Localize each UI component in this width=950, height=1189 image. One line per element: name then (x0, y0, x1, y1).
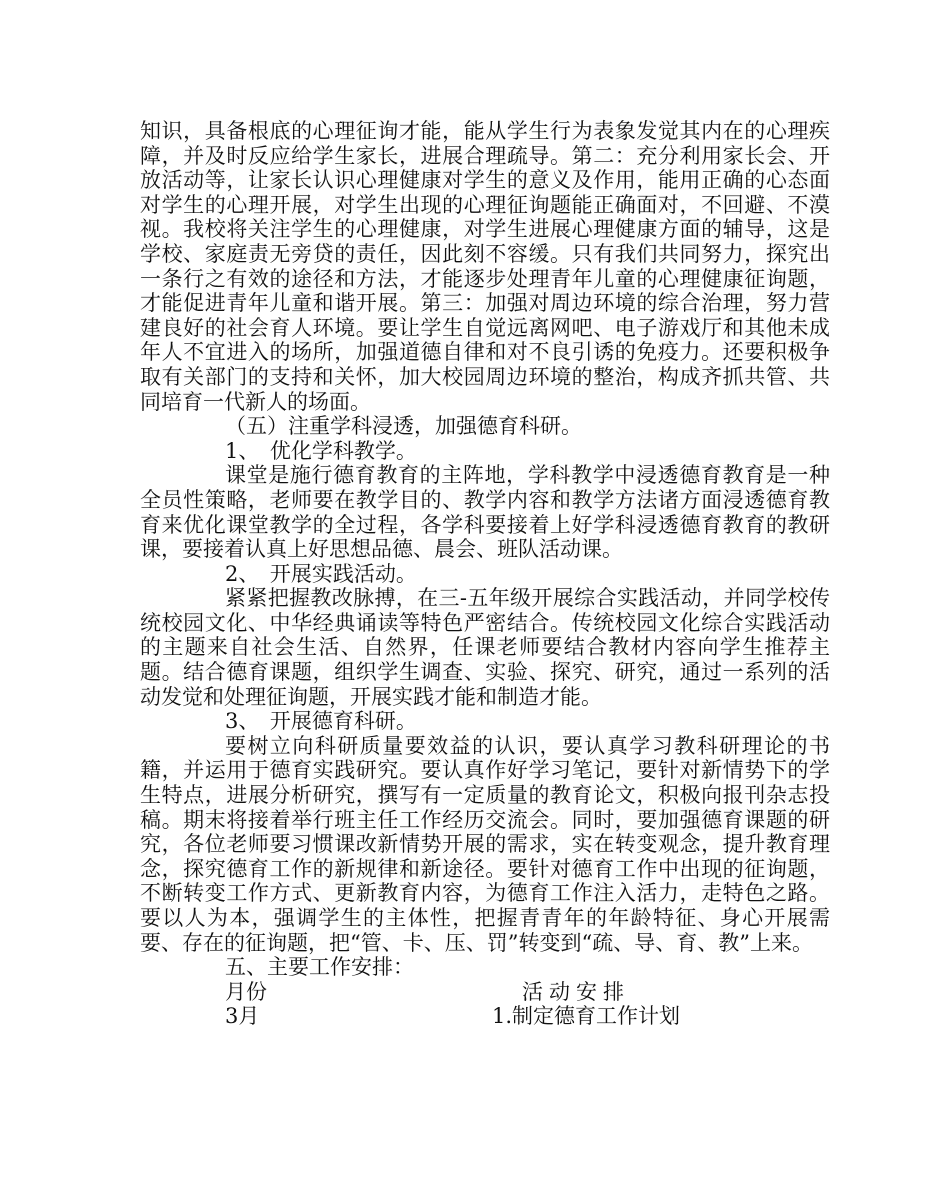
section-heading-schedule: 五、主要工作安排： (225, 955, 414, 980)
schedule-row-month: 3月 (225, 1004, 260, 1029)
schedule-row-activity: 1.制定德育工作计划 (492, 1004, 681, 1029)
schedule-header-row (140, 980, 830, 1005)
schedule-row (140, 1004, 830, 1029)
schedule-header-activity: 活动安排 (522, 979, 630, 1004)
document-body (140, 119, 830, 1029)
paragraph-mental-health: 知识，具备根底的心理征询才能，能从学生行为表象发觉其内在的心理疾障，并及时反应给学生家长，进展合理疏导。第二：充分利用家长会、开放活动等，让家长认识心理健康对学生的意义及作用，能用正确的心态面对学生的心理开展，对学生出现的心理征询题能正确面对，不回避、不漠视。我校将关注学生的心理健康，对学生进展心理健康方面的辅导，这是学校、家庭责无旁贷的责任，因此刻不容缓。只有我们共同努力，探究出一条行之有效的途径和方法，才能逐步处理青年儿童的心理健康征询题，才能促进青年儿童和谐开展。第三：加强对周边环境的综合治理，努力营建良好的社会育人环境。要让学生自觉远离网吧、电子游戏厅和其他未成年人不宜进入的场所，加强道德自律和对不良引诱的免疫力。还要积极争取有关部门的支持和关怀，加大校园周边环境的整治，构成齐抓共管、共同培育一代新人的场面。 (140, 119, 830, 414)
subheading-2: 2、 开展实践活动。 (225, 561, 417, 586)
subheading-1: 1、 优化学科教学。 (225, 438, 417, 463)
schedule-header-month: 月份 (225, 979, 267, 1004)
subheading-3: 3、 开展德育科研。 (225, 709, 417, 734)
paragraph-moral-research: 要树立向科研质量要效益的认识，要认真学习教科研理论的书籍，并运用于德育实践研究。要认真作好学习笔记，要针对新情势下的学生特点，进展分析研究，撰写有一定质量的教育论文，积极向报刊杂志投稿。期末将接着举行班主任工作经历交流会。同时，要加强德育课题的研究，各位老师要习惯课改新情势开展的需求，实在转变观念，提升教育理念，探究德育工作的新规律和新途径。要针对德育工作中出现的征询题，不断转变工作方式、更新教育内容，为德育工作注入活力，走特色之路。要以人为本，强调学生的主体性，把握青青年的年龄特征、身心开展需要、存在的征询题，把“管、卡、压、罚”转变到“疏、导、育、教”上来。 (140, 733, 830, 955)
paragraph-practice-activities: 紧紧把握教改脉搏，在三-五年级开展综合实践活动，并同学校传统校园文化、中华经典诵读等特色严密结合。传统校园文化综合实践活动的主题来自社会生活、自然界，任课老师要结合教材内容向学生推荐主题。结合德育课题，组织学生调查、实验、探究、研究，通过一系列的活动发觉和处理征询题，开展实践才能和制造才能。 (140, 586, 830, 709)
section-heading-five: （五）注重学科浸透，加强德育科研。 (225, 414, 582, 439)
paragraph-subject-teaching: 课堂是施行德育教育的主阵地，学科教学中浸透德育教育是一种全员性策略，老师要在教学目的、教学内容和教学方法诸方面浸透德育教育来优化课堂教学的全过程，各学科要接着上好学科浸透德育教育的教研课，要接着认真上好思想品德、晨会、班队活动课。 (140, 463, 830, 562)
